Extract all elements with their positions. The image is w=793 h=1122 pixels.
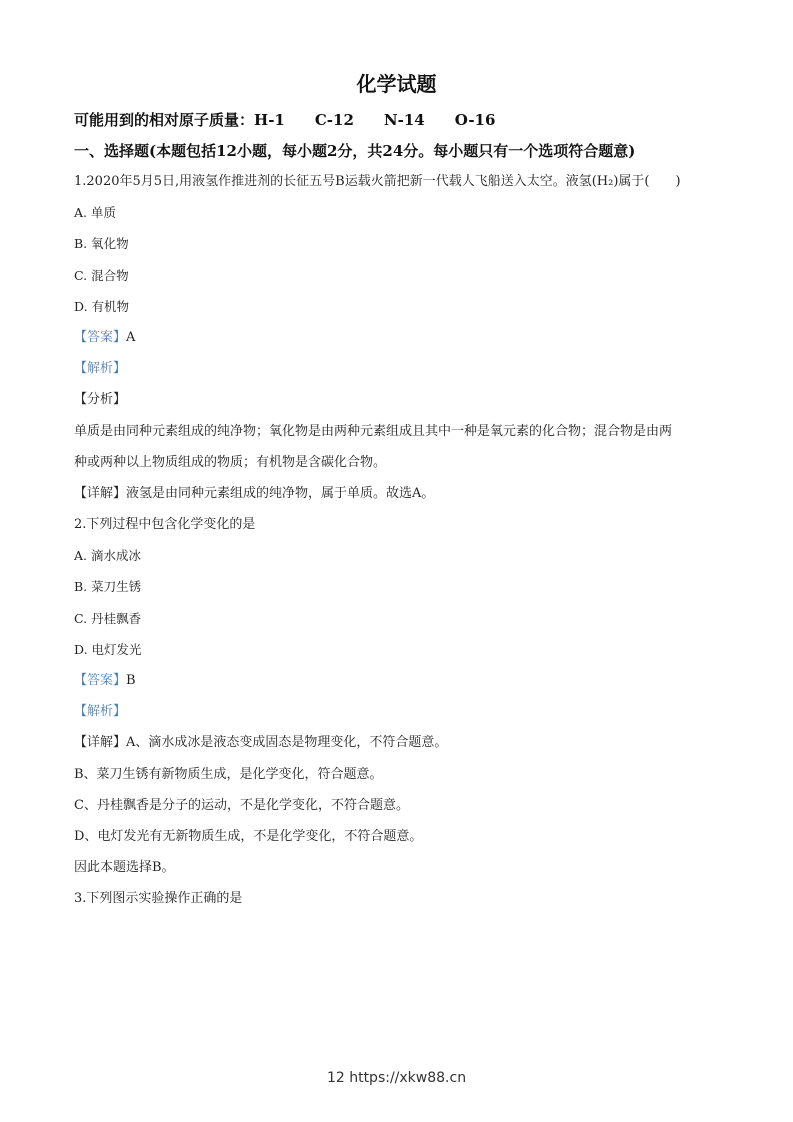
detail-tag: 【详解】	[74, 735, 127, 751]
mass-n: N-14	[383, 111, 425, 129]
q1-answer	[74, 322, 734, 353]
atomic-mass-line	[74, 109, 495, 130]
q1-jiexi-tag: 【解析】	[74, 361, 127, 377]
answer-tag: 【答案】	[74, 673, 127, 688]
detail-text: 液氢是由同种元素组成的纯净物，属于单质。故选A。	[126, 485, 435, 501]
q2-option-c: C. 丹桂飘香	[74, 610, 142, 626]
answer-value: A	[126, 329, 136, 345]
q2-detail-c: C、丹桂飘香是分子的运动，不是化学变化，不符合题意。	[74, 797, 409, 813]
answer-tag: 【答案】	[74, 329, 127, 345]
q2-detail-d: D、电灯发光有无新物质生成，不是化学变化，不符合题意。	[74, 828, 423, 844]
mass-c: C-12	[314, 111, 354, 129]
page-title: 化学试题	[356, 72, 437, 96]
q2-detail-b: B、菜刀生锈有新物质生成，是化学变化，符合题意。	[74, 766, 383, 782]
q1-option-d: D. 有机物	[74, 298, 130, 314]
q2-stem: 2.下列过程中包含化学变化的是	[74, 517, 256, 533]
section-heading: 一、选择题(本题包括12小题，每小题2分，共24分。每小题只有一个选项符合题意)	[74, 142, 636, 160]
answer-value: B	[126, 673, 136, 688]
q2-option-b: B. 菜刀生锈	[74, 579, 142, 595]
mass-h: H-1	[254, 111, 285, 129]
document-body	[74, 166, 734, 915]
q1-option-b: B. 氧化物	[74, 236, 129, 252]
footer-watermark: 12 https://xkw88.cn	[326, 1070, 467, 1086]
q1-option-c: C. 混合物	[74, 267, 129, 283]
q1-analysis-1: 单质是由同种元素组成的纯净物；氧化物是由两种元素组成且其中一种是氧元素的化合物；混合物是由两	[74, 423, 673, 439]
detail-text: A、滴水成冰是液态变成固态是物理变化，不符合题意。	[126, 735, 448, 751]
q2-jiexi-tag: 【解析】	[74, 704, 127, 720]
q1-fenxi-tag: 【分析】	[74, 392, 127, 408]
q2-option-d: D. 电灯发光	[74, 641, 142, 657]
atomic-mass-label: 可能用到的相对原子质量：	[74, 111, 255, 129]
q1-analysis-2: 种或两种以上物质组成的物质；有机物是含碳化合物。	[74, 454, 387, 470]
q2-answer	[74, 665, 734, 696]
q1-option-a: A. 单质	[74, 205, 116, 221]
mass-o: O-16	[454, 111, 496, 129]
q2-conclusion: 因此本题选择B。	[74, 860, 175, 876]
q2-detail	[74, 727, 734, 758]
q1-detail	[74, 478, 734, 509]
q3-stem: 3.下列图示实验操作正确的是	[74, 891, 243, 907]
q1-stem: 1.2020年5月5日,用液氢作推进剂的长征五号B运载火箭把新一代载人飞船送入太空。液氢(H₂)属于( )	[74, 174, 681, 189]
detail-tag: 【详解】	[74, 485, 127, 501]
q2-option-a: A. 滴水成冰	[74, 548, 141, 564]
